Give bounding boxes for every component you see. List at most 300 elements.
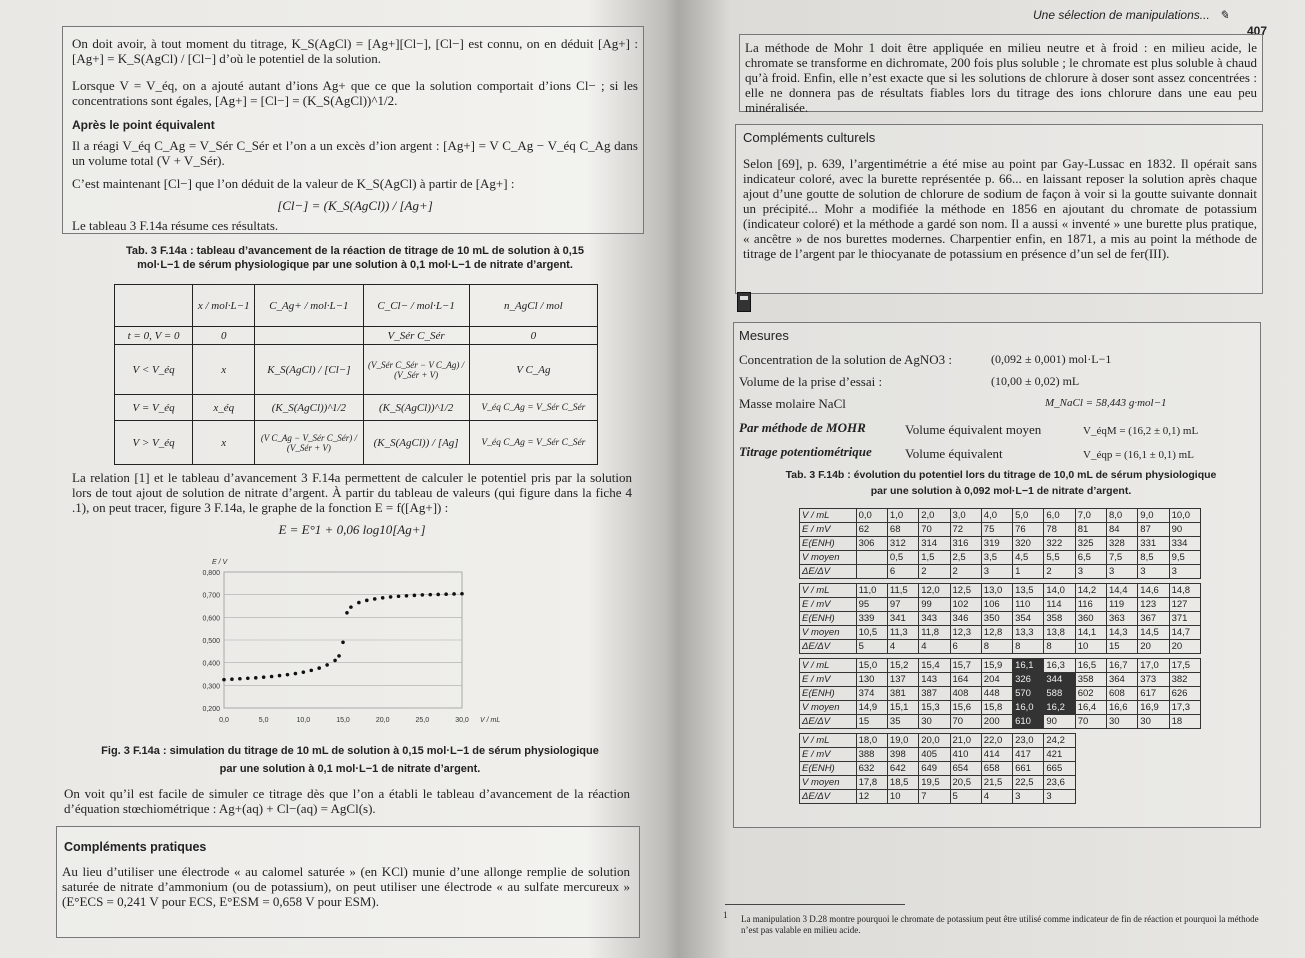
empty-cell (1138, 734, 1169, 748)
table-cell: 16,1 (1013, 659, 1044, 673)
table-row (800, 537, 1201, 551)
mohr-text: La méthode de Mohr 1 doit être appliquée en milieu neutre et à froid : en milieu acide, le chromate se transforme en dichromate, 200 fois plus soluble ; le chromate est plus soluble à chaud qu’à froid. Enfin, elle n’est exacte que si les solutions de chlorure à doser sont assez concentrées : elle ne donnera pas de résultats fiables lors du titrage des ions chlorure dans une eau peu minéralisée. (745, 40, 1257, 115)
empty-cell (1075, 762, 1106, 776)
row-label: E / mV (800, 523, 857, 537)
potential-table (799, 508, 1201, 804)
table-cell: 70 (1075, 715, 1106, 729)
table-cell: 9,5 (1169, 551, 1200, 565)
data-point (345, 611, 349, 615)
table-cell: 14,6 (1138, 584, 1169, 598)
table-row: t = 0, V = 0 0 V_Sér C_Sér 0 (115, 327, 598, 345)
empty-cell (1138, 776, 1169, 790)
table-cell: 642 (887, 762, 918, 776)
table-cell: 15,4 (919, 659, 950, 673)
table-cell (856, 551, 887, 565)
table-cell: 312 (887, 537, 918, 551)
table-cell: 608 (1106, 687, 1137, 701)
table-cell: 314 (919, 537, 950, 551)
row-label: E / mV (800, 673, 857, 687)
footnote-number: 1 (723, 910, 728, 920)
table-cell: 15 (856, 715, 887, 729)
table-row: V > V_éq x (V C_Ag − V_Sér C_Sér) / (V_Sér + V) (K_S(AgCl)) / [Ag] V_éq C_Ag = V_Sér C_Sér (115, 421, 598, 465)
measure-label: Concentration de la solution de AgNO3 : (739, 352, 953, 367)
table-row: V = V_éq x_éq (K_S(AgCl))^1/2 (K_S(AgCl))^1/2 V_éq C_Ag = V_Sér C_Sér (115, 395, 598, 421)
x-axis-label: V / mL (480, 717, 501, 724)
data-point (421, 593, 425, 597)
table-cell: 15,2 (887, 659, 918, 673)
table-cell: 339 (856, 612, 887, 626)
table-cell: 16,7 (1106, 659, 1137, 673)
table-cell: 70 (950, 715, 981, 729)
footnote-text: La manipulation 3 D.28 montre pourquoi le chromate de potassium peut être utilisé comme indicateur de fin de réaction et pourquoi la méthode n’est pas valable en milieu acide. (741, 914, 1259, 935)
data-point (349, 605, 353, 609)
table-cell: 346 (950, 612, 981, 626)
table-cell: 17,0 (1138, 659, 1169, 673)
equation-nernst: E = E°1 + 0,06 log10[Ag+] (278, 522, 426, 537)
table-cell: 5,0 (1013, 509, 1044, 523)
table-cell: 4 (981, 790, 1012, 804)
table-row (800, 790, 1201, 804)
table-cell: 12,8 (981, 626, 1012, 640)
table-cell: 350 (981, 612, 1012, 626)
table-cell: 102 (950, 598, 981, 612)
table-cell: 16,0 (1013, 701, 1044, 715)
measure-value: M_NaCl = 58,443 g·mol−1 (1045, 397, 1167, 409)
table-row (800, 734, 1201, 748)
practical-box-title: Compléments pratiques (64, 840, 207, 854)
empty-cell (1169, 790, 1200, 804)
table-cell: 373 (1138, 673, 1169, 687)
data-point (230, 677, 234, 681)
empty-cell (1106, 748, 1137, 762)
heading-after-equivalence: Après le point équivalent (72, 118, 215, 132)
table-cell: 10,0 (1169, 509, 1200, 523)
paragraph-4: C’est maintenant [Cl−] que l’on déduit de la valeur de K_S(AgCl) à partir de [Ag+] : (72, 176, 515, 191)
table-cell: 62 (856, 523, 887, 537)
empty-cell (1138, 748, 1169, 762)
data-point (373, 597, 377, 601)
table-cell: 658 (981, 762, 1012, 776)
table-cell: 387 (919, 687, 950, 701)
table-cell: 15,3 (919, 701, 950, 715)
table-cell: 665 (1044, 762, 1075, 776)
col-x: x / mol·L−1 (193, 285, 255, 327)
table-cell: 7,5 (1106, 551, 1137, 565)
empty-cell (1169, 748, 1200, 762)
table-cell: 14,2 (1075, 584, 1106, 598)
empty-cell (1169, 734, 1200, 748)
table-cell: 2,5 (950, 551, 981, 565)
table-cell: 18 (1169, 715, 1200, 729)
table-cell: 9,0 (1138, 509, 1169, 523)
table-cell: 137 (887, 673, 918, 687)
empty-cell (1075, 748, 1106, 762)
table-row (800, 776, 1201, 790)
empty-cell (1106, 790, 1137, 804)
table-cell: 5,5 (1044, 551, 1075, 565)
table-cell: 143 (919, 673, 950, 687)
table-cell: 15,0 (856, 659, 887, 673)
table-row (800, 584, 1201, 598)
table-cell: 421 (1044, 748, 1075, 762)
empty-cell (1106, 762, 1137, 776)
table-cell: 4,0 (981, 509, 1012, 523)
table-cell: 11,3 (887, 626, 918, 640)
table-cell: 610 (1013, 715, 1044, 729)
col-ccl: C_Cl− / mol·L−1 (363, 285, 469, 327)
measure-value: (10,00 ± 0,02) mL (991, 374, 1080, 388)
table-cell: 2 (950, 565, 981, 579)
running-head-text: Une sélection de manipulations... (1033, 8, 1210, 22)
table-cell: 20 (1138, 640, 1169, 654)
paragraph-5: Le tableau 3 F.14a résume ces résultats. (72, 218, 279, 233)
table-cell: 3 (981, 565, 1012, 579)
y-axis-label: E / V (212, 559, 228, 566)
data-point (436, 593, 440, 597)
table-cell: 341 (887, 612, 918, 626)
data-point (270, 675, 274, 679)
table-cell: 12,3 (950, 626, 981, 640)
table-cell: 16,3 (1044, 659, 1075, 673)
row-label: V moyen (800, 776, 857, 790)
table-cell: 15 (1106, 640, 1137, 654)
x-tick-label: 10,0 (296, 717, 311, 724)
row-label: E(ENH) (800, 537, 857, 551)
table-cell: 2 (1044, 565, 1075, 579)
table-cell: 10,5 (856, 626, 887, 640)
data-point (337, 654, 341, 658)
table-row (800, 762, 1201, 776)
table-cell: 405 (919, 748, 950, 762)
table-cell: 588 (1044, 687, 1075, 701)
data-point (238, 677, 242, 681)
paragraph-2: Lorsque V = V_éq, on a ajouté autant d’ions Ag+ que ce que la solution comportait d’ions Cl− ; si les concentrations sont égales, [Ag+] = [Cl−] = (K_S(AgCl))^1/2. (72, 78, 638, 108)
data-point (254, 676, 258, 680)
y-tick-label: 0,800 (202, 570, 220, 577)
table-cell: 11,0 (856, 584, 887, 598)
table-cell: 13,0 (981, 584, 1012, 598)
table-cell: 3 (1013, 790, 1044, 804)
data-point (333, 659, 337, 663)
table-cell: 632 (856, 762, 887, 776)
table-cell: 358 (1075, 673, 1106, 687)
method-desc: Volume équivalent moyen (905, 422, 1042, 437)
table-cell: 8,5 (1138, 551, 1169, 565)
table-cell: 30 (1138, 715, 1169, 729)
table-cell: 3 (1106, 565, 1137, 579)
table-cell: 322 (1044, 537, 1075, 551)
table-cell: 0,5 (887, 551, 918, 565)
table-cell: 367 (1138, 612, 1169, 626)
table-cell: 363 (1106, 612, 1137, 626)
data-point (302, 670, 306, 674)
table-cell: 360 (1075, 612, 1106, 626)
mesures-title: Mesures (739, 328, 789, 343)
table-cell: 617 (1138, 687, 1169, 701)
paragraph-1: On doit avoir, à tout moment du titrage, K_S(AgCl) = [Ag+][Cl−], [Cl−] est connu, on en déduit [Ag+] : [Ag+] = K_S(AgCl) / [Cl−] d’où le potentiel de la solution. (72, 36, 638, 66)
table-row (800, 509, 1201, 523)
table-cell: 6 (887, 565, 918, 579)
table-cell: 10 (887, 790, 918, 804)
table-cell: 3,0 (950, 509, 981, 523)
table-cell: 3 (1169, 565, 1200, 579)
table-cell: 354 (1013, 612, 1044, 626)
table-cell: 3 (1138, 565, 1169, 579)
data-point (413, 594, 417, 598)
table-cell: 8 (1044, 640, 1075, 654)
culture-title: Compléments culturels (743, 130, 876, 145)
table-a-caption: Tab. 3 F.14a : tableau d’avancement de la réaction de titrage de 10 mL de solution à 0,15 mol·L−1 de sérum physiologique par une solution à 0,1 mol·L−1 de nitrate d’argent. (125, 245, 585, 271)
row-label: E / mV (800, 748, 857, 762)
method-label: Titrage potentiométrique (739, 444, 872, 459)
y-tick-label: 0,500 (202, 638, 220, 645)
table-cell: 19,5 (919, 776, 950, 790)
table-cell: 119 (1106, 598, 1137, 612)
empty-cell (1138, 762, 1169, 776)
method-value: V_éqM = (16,2 ± 0,1) mL (1083, 425, 1199, 437)
advancement-table (114, 284, 598, 465)
table-cell: 23,6 (1044, 776, 1075, 790)
table-cell: 15,9 (981, 659, 1012, 673)
x-tick-label: 15,0 (336, 717, 350, 724)
table-cell: 16,5 (1075, 659, 1106, 673)
page-number: 407 (1247, 24, 1268, 38)
table-cell: 15,6 (950, 701, 981, 715)
table-cell: 414 (981, 748, 1012, 762)
table-cell: 381 (887, 687, 918, 701)
table-cell: 3 (1075, 565, 1106, 579)
equation-cl: [Cl−] = (K_S(AgCl)) / [Ag+] (277, 198, 433, 213)
table-cell: 110 (1013, 598, 1044, 612)
table-row (800, 612, 1201, 626)
table-row (800, 598, 1201, 612)
table-cell: 123 (1138, 598, 1169, 612)
table-cell: 3 (1044, 790, 1075, 804)
figure-caption-line-2: par une solution à 0,1 mol·L−1 de nitrate d’argent. (219, 763, 481, 775)
table-cell: 15,1 (887, 701, 918, 715)
row-label: E / mV (800, 598, 857, 612)
table-cell: 20,0 (919, 734, 950, 748)
table-cell: 1 (1013, 565, 1044, 579)
data-point (294, 672, 298, 676)
data-point (286, 673, 290, 677)
table-cell: 14,1 (1075, 626, 1106, 640)
table-cell: 4 (887, 640, 918, 654)
table-cell: 2,0 (919, 509, 950, 523)
table-cell: 16,4 (1075, 701, 1106, 715)
table-cell: 114 (1044, 598, 1075, 612)
table-cell: 72 (950, 523, 981, 537)
col-cag: C_Ag+ / mol·L−1 (255, 285, 363, 327)
table-cell: 626 (1169, 687, 1200, 701)
table-cell: 95 (856, 598, 887, 612)
data-point (317, 666, 321, 670)
table-cell: 75 (981, 523, 1012, 537)
table-cell: 6,5 (1075, 551, 1106, 565)
table-cell: 319 (981, 537, 1012, 551)
empty-cell (1169, 776, 1200, 790)
table-row: V < V_éq x K_S(AgCl) / [Cl−] (V_Sér C_Sér − V C_Ag) / (V_Sér + V) V C_Ag (115, 345, 598, 395)
row-label: E(ENH) (800, 687, 857, 701)
table-cell: 649 (919, 762, 950, 776)
x-tick-label: 20,0 (375, 717, 390, 724)
table-cell: 364 (1106, 673, 1137, 687)
table-cell: 16,2 (1044, 701, 1075, 715)
table-cell: 21,5 (981, 776, 1012, 790)
table-cell: 14,7 (1169, 626, 1200, 640)
table-cell: 20 (1169, 640, 1200, 654)
table-cell: 325 (1075, 537, 1106, 551)
practical-box-text: Au lieu d’utiliser une électrode « au calomel saturée » (en KCl) munie d’une allonge remplie de solution saturée de nitrate d’ammonium (ou de potassium), on peut utiliser une électrode « au sulfate mercureux » (E°ECS = 0,241 V pour ECS, E°ESM = 0,658 V pour ESM). (62, 864, 630, 909)
table-cell: 448 (981, 687, 1012, 701)
paragraph-7: On voit qu’il est facile de simuler ce titrage dès que l’on a établi le tableau d’avancement de la réaction d’équation stœchiométrique : Ag+(aq) + Cl−(aq) = AgCl(s). (64, 786, 630, 816)
table-row (800, 673, 1201, 687)
table-cell: 5 (856, 640, 887, 654)
table-cell: 388 (856, 748, 887, 762)
table-cell: 417 (1013, 748, 1044, 762)
measure-label: Masse molaire NaCl (739, 396, 846, 411)
paragraph-3: Il a réagi V_éq C_Ag = V_Sér C_Sér et l’on a un excès d’ion argent : [Ag+] = V C_Ag − V_éq C_Ag dans un volume total (V + V_Sér). (72, 138, 638, 168)
col-nagcl: n_AgCl / mol (469, 285, 597, 327)
table-cell: 8 (981, 640, 1012, 654)
data-point (452, 592, 456, 596)
titration-chart (186, 550, 516, 740)
table-cell: 5 (950, 790, 981, 804)
empty-cell (1075, 734, 1106, 748)
row-label: V / mL (800, 659, 857, 673)
table-row (800, 626, 1201, 640)
measure-label: Volume de la prise d’essai : (739, 374, 883, 389)
table-cell: 320 (1013, 537, 1044, 551)
table-cell: 1,5 (919, 551, 950, 565)
y-tick-label: 0,400 (202, 660, 220, 668)
table-cell: 116 (1075, 598, 1106, 612)
table-b-caption-2: par une solution à 0,092 mol·L−1 de nitrate d’argent. (870, 485, 1132, 497)
pencil-icon: ✎ (1219, 8, 1230, 22)
table-cell: 20,5 (950, 776, 981, 790)
table-cell: 16,9 (1138, 701, 1169, 715)
table-cell: 17,8 (856, 776, 887, 790)
data-point (381, 596, 385, 600)
table-cell: 68 (887, 523, 918, 537)
y-tick-label: 0,200 (202, 706, 220, 713)
empty-cell (1169, 762, 1200, 776)
table-cell: 344 (1044, 673, 1075, 687)
x-tick-label: 25,0 (415, 717, 430, 724)
table-cell: 15,7 (950, 659, 981, 673)
data-point (428, 593, 432, 597)
table-cell: 18,0 (856, 734, 887, 748)
table-cell: 22,5 (1013, 776, 1044, 790)
table-cell: 2 (919, 565, 950, 579)
data-point (309, 669, 313, 673)
table-cell: 334 (1169, 537, 1200, 551)
data-point (365, 599, 369, 603)
row-label: V moyen (800, 551, 857, 565)
table-cell: 35 (887, 715, 918, 729)
table-cell: 12 (856, 790, 887, 804)
row-label: V / mL (800, 734, 857, 748)
table-row (800, 523, 1201, 537)
table-cell: 21,0 (950, 734, 981, 748)
table-cell: 30 (1106, 715, 1137, 729)
table-cell: 343 (919, 612, 950, 626)
row-label: E(ENH) (800, 762, 857, 776)
table-cell: 306 (856, 537, 887, 551)
table-row (800, 551, 1201, 565)
row-label: ΔE/ΔV (800, 790, 857, 804)
table-cell: 4 (919, 640, 950, 654)
table-cell: 106 (981, 598, 1012, 612)
row-label: ΔE/ΔV (800, 565, 857, 579)
method-desc: Volume équivalent (905, 446, 1003, 461)
y-tick-label: 0,300 (202, 683, 220, 691)
table-cell: 22,0 (981, 734, 1012, 748)
table-cell: 7,0 (1075, 509, 1106, 523)
row-label: V / mL (800, 584, 857, 598)
row-label: V moyen (800, 626, 857, 640)
table-row (800, 565, 1201, 579)
empty-cell (1106, 734, 1137, 748)
table-cell: 87 (1138, 523, 1169, 537)
table-cell: 328 (1106, 537, 1137, 551)
table-cell: 127 (1169, 598, 1200, 612)
table-cell: 130 (856, 673, 887, 687)
data-point (341, 640, 345, 644)
table-cell: 12,0 (919, 584, 950, 598)
table-cell: 13,5 (1013, 584, 1044, 598)
row-label: V / mL (800, 509, 857, 523)
table-cell: 17,5 (1169, 659, 1200, 673)
calculator-icon (737, 292, 751, 312)
table-cell: 1,0 (887, 509, 918, 523)
data-point (262, 675, 266, 679)
table-row (800, 715, 1201, 729)
data-point (246, 677, 250, 681)
data-point (397, 594, 401, 598)
empty-cell (1138, 790, 1169, 804)
table-cell: 70 (919, 523, 950, 537)
table-cell: 16,6 (1106, 701, 1137, 715)
method-value: V_éqp = (16,1 ± 0,1) mL (1083, 449, 1194, 461)
table-cell: 13,8 (1044, 626, 1075, 640)
table-cell: 30 (919, 715, 950, 729)
table-cell: 84 (1106, 523, 1137, 537)
measure-value: (0,092 ± 0,001) mol·L−1 (991, 352, 1112, 366)
table-cell: 23,0 (1013, 734, 1044, 748)
table-cell: 8,0 (1106, 509, 1137, 523)
table-cell: 408 (950, 687, 981, 701)
table-cell: 19,0 (887, 734, 918, 748)
method-label: Par méthode de MOHR (739, 420, 866, 435)
table-cell: 3,5 (981, 551, 1012, 565)
x-tick-label: 5,0 (258, 717, 269, 724)
figure-caption-line-1: Fig. 3 F.14a : simulation du titrage de 10 mL de solution à 0,15 mol·L−1 de sérum physiologique (101, 745, 599, 757)
table-cell: 204 (981, 673, 1012, 687)
table-cell: 10 (1075, 640, 1106, 654)
culture-text: Selon [69], p. 639, l’argentimétrie a été mise au point par Gay-Lussac en 1832. Il opérait sans indicateur coloré, avec la burette représentée p. 66... en laissant reposer la solution après chaque ajout d’une goutte de solution de chlorure de sodium de façon à voir si la goutte suivante donnait un précipité... Mohr a modifiée la méthode en 1856 en ajoutant du chromate de potassium (indicateur coloré) et la méthode a gardé son nom. Il a aussi « inventé » une burette plus pratique, « ancêtre » de nos burettes modernes. Charpentier enfin, en 1871, a mis au point la méthode de titrage de l’argent par le thiocyanate de potassium en présence d’un sel de fer(III). (743, 156, 1257, 261)
empty-cell (1075, 776, 1106, 790)
y-tick-label: 0,700 (202, 592, 220, 600)
table-cell: 14,0 (1044, 584, 1075, 598)
table-cell: 6 (950, 640, 981, 654)
data-point (460, 592, 464, 596)
footnote-rule (725, 904, 905, 905)
table-cell: 14,5 (1138, 626, 1169, 640)
table-cell: 17,3 (1169, 701, 1200, 715)
table-cell: 331 (1138, 537, 1169, 551)
table-cell: 0,0 (856, 509, 887, 523)
